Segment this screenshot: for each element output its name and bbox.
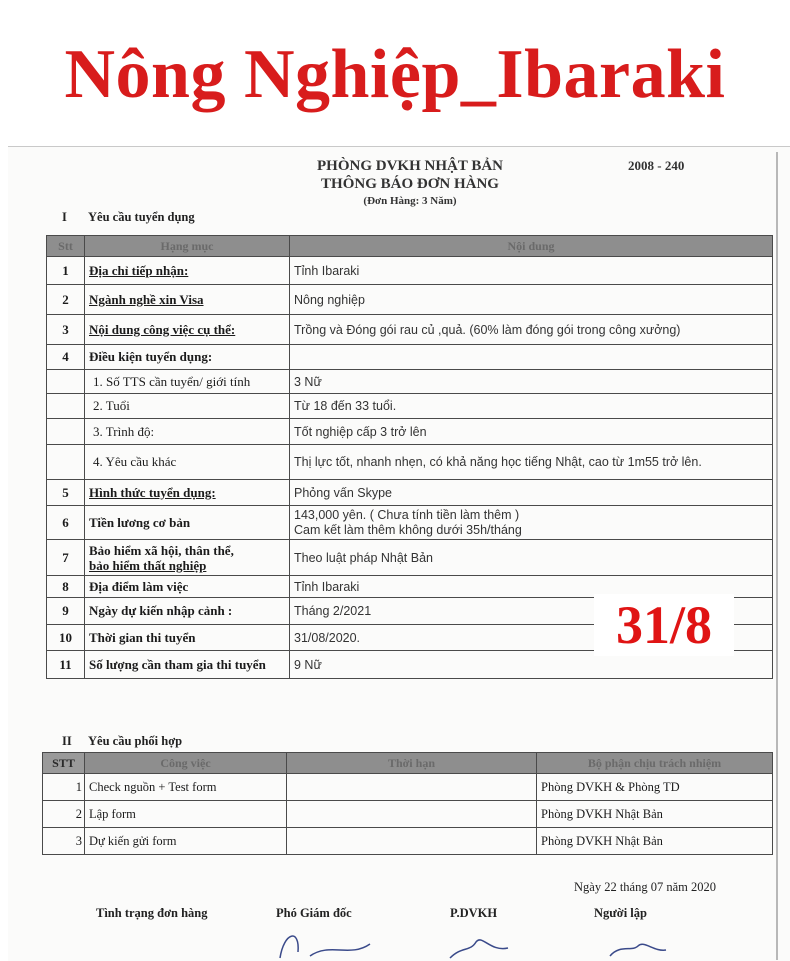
coordination-table xyxy=(42,752,773,855)
table-header-row xyxy=(43,753,773,774)
banner-title: Nông Nghiệp_Ibaraki xyxy=(64,36,726,113)
table-row xyxy=(47,370,773,394)
row-stt: 10 xyxy=(47,625,85,651)
row-stt: 8 xyxy=(47,576,85,598)
row-item: Ngày dự kiến nhập cảnh : xyxy=(85,598,290,625)
row-value: Thị lực tốt, nhanh nhẹn, có khả năng học tiếng Nhật, cao từ 1m55 trở lên. xyxy=(290,445,773,480)
row-item: Nội dung công việc cụ thể: xyxy=(85,315,290,345)
row-item: 3. Trình độ: xyxy=(85,419,290,445)
row-item: Điều kiện tuyển dụng: xyxy=(85,345,290,370)
row-stt: 11 xyxy=(47,651,85,679)
order-code: 2008 - 240 xyxy=(628,158,685,173)
salary-line-2: Cam kết làm thêm không dưới 35h/tháng xyxy=(294,522,522,537)
row-value xyxy=(290,345,773,370)
row-department: Phòng DVKH Nhật Bản xyxy=(537,801,773,828)
row-value: Trồng và Đóng gói rau củ ,quả. (60% làm đóng gói trong công xưởng) xyxy=(290,315,773,345)
row-item: Địa điểm làm việc xyxy=(85,576,290,598)
row-stt: 2 xyxy=(47,285,85,315)
table-row xyxy=(47,540,773,576)
table-row xyxy=(47,285,773,315)
handwritten-signatures xyxy=(240,922,680,960)
row-deadline xyxy=(287,801,537,828)
header-task: Công việc xyxy=(85,753,287,774)
order-term: (Đơn Hàng: 3 Năm) xyxy=(363,195,457,207)
row-deadline xyxy=(287,774,537,801)
row-value: Theo luật pháp Nhật Bản xyxy=(290,540,773,576)
section-2-number: II xyxy=(62,734,72,748)
row-task: Dự kiến gửi form xyxy=(85,828,287,855)
table-row xyxy=(43,828,773,855)
row-value xyxy=(290,506,773,540)
signature-label-status: Tình trạng đơn hàng xyxy=(96,906,208,920)
row-stt xyxy=(47,394,85,419)
table-row xyxy=(47,506,773,540)
row-value: Tỉnh Ibaraki xyxy=(290,257,773,285)
header-stt: STT xyxy=(43,753,85,774)
department-title: PHÒNG DVKH NHẬT BẢN xyxy=(317,158,503,174)
exam-date-stamp: 31/8 xyxy=(594,594,734,656)
row-item xyxy=(85,540,290,576)
header-item: Hạng mục xyxy=(85,236,290,257)
notice-title: THÔNG BÁO ĐƠN HÀNG xyxy=(321,176,499,192)
header-department: Bộ phận chịu trách nhiệm xyxy=(537,753,773,774)
section-2-title: Yêu cầu phối hợp xyxy=(88,734,183,748)
row-stt xyxy=(47,370,85,394)
row-value: Phỏng vấn Skype xyxy=(290,480,773,506)
row-stt: 7 xyxy=(47,540,85,576)
section-1-number: I xyxy=(62,210,67,224)
row-item: Hình thức tuyển dụng: xyxy=(85,480,290,506)
table-row xyxy=(47,480,773,506)
row-stt: 4 xyxy=(47,345,85,370)
header-deadline: Thời hạn xyxy=(287,753,537,774)
table-row xyxy=(43,801,773,828)
row-item: Ngành nghề xin Visa xyxy=(85,285,290,315)
table-row xyxy=(43,774,773,801)
row-value: 9 Nữ xyxy=(290,651,773,679)
issue-date: Ngày 22 tháng 07 năm 2020 xyxy=(574,880,716,894)
signature-label-dvkh: P.DVKH xyxy=(450,906,498,920)
insurance-line-1: Bảo hiểm xã hội, thân thể, xyxy=(89,542,234,558)
row-value: Tốt nghiệp cấp 3 trở lên xyxy=(290,419,773,445)
row-stt: 1 xyxy=(47,257,85,285)
table-row xyxy=(47,394,773,419)
row-value: Từ 18 đến 33 tuổi. xyxy=(290,394,773,419)
row-value: Tháng 2/2021 xyxy=(290,598,773,625)
row-task: Lập form xyxy=(85,801,287,828)
section-1-title: Yêu cầu tuyển dụng xyxy=(88,210,195,224)
row-task: Check nguồn + Test form xyxy=(85,774,287,801)
table-row xyxy=(47,257,773,285)
row-stt: 5 xyxy=(47,480,85,506)
row-item: Tiền lương cơ bản xyxy=(85,506,290,540)
salary-line-1: 143,000 yên. ( Chưa tính tiền làm thêm ) xyxy=(294,507,520,522)
row-value: 3 Nữ xyxy=(290,370,773,394)
row-department: Phòng DVKH Nhật Bản xyxy=(537,828,773,855)
row-item: Địa chỉ tiếp nhận: xyxy=(85,257,290,285)
row-value: Nông nghiệp xyxy=(290,285,773,315)
row-deadline xyxy=(287,828,537,855)
row-stt: 2 xyxy=(43,801,85,828)
row-stt: 1 xyxy=(43,774,85,801)
row-stt xyxy=(47,419,85,445)
signature-label-preparer: Người lập xyxy=(594,906,647,920)
insurance-line-2: bảo hiểm thất nghiệp xyxy=(89,557,207,573)
section-2-heading xyxy=(62,734,182,749)
row-value: Tỉnh Ibaraki xyxy=(290,576,773,598)
paper-edge xyxy=(776,152,778,960)
row-stt xyxy=(47,445,85,480)
row-item: 2. Tuổi xyxy=(85,394,290,419)
row-value: 31/08/2020. xyxy=(290,625,773,651)
table-row xyxy=(47,345,773,370)
row-stt: 3 xyxy=(43,828,85,855)
header-stt: Stt xyxy=(47,236,85,257)
row-item: 4. Yêu cầu khác xyxy=(85,445,290,480)
row-department: Phòng DVKH & Phòng TD xyxy=(537,774,773,801)
row-item: Thời gian thi tuyển xyxy=(85,625,290,651)
signature-label-deputy-director: Phó Giám đốc xyxy=(276,906,352,920)
table-header-row xyxy=(47,236,773,257)
section-1-heading xyxy=(62,210,195,225)
row-stt: 3 xyxy=(47,315,85,345)
row-stt: 6 xyxy=(47,506,85,540)
header-content: Nội dung xyxy=(290,236,773,257)
table-row xyxy=(47,419,773,445)
table-row xyxy=(47,315,773,345)
row-item: Số lượng cần tham gia thi tuyển xyxy=(85,651,290,679)
row-item: 1. Số TTS cần tuyển/ giới tính xyxy=(85,370,290,394)
row-stt: 9 xyxy=(47,598,85,625)
table-row xyxy=(47,445,773,480)
